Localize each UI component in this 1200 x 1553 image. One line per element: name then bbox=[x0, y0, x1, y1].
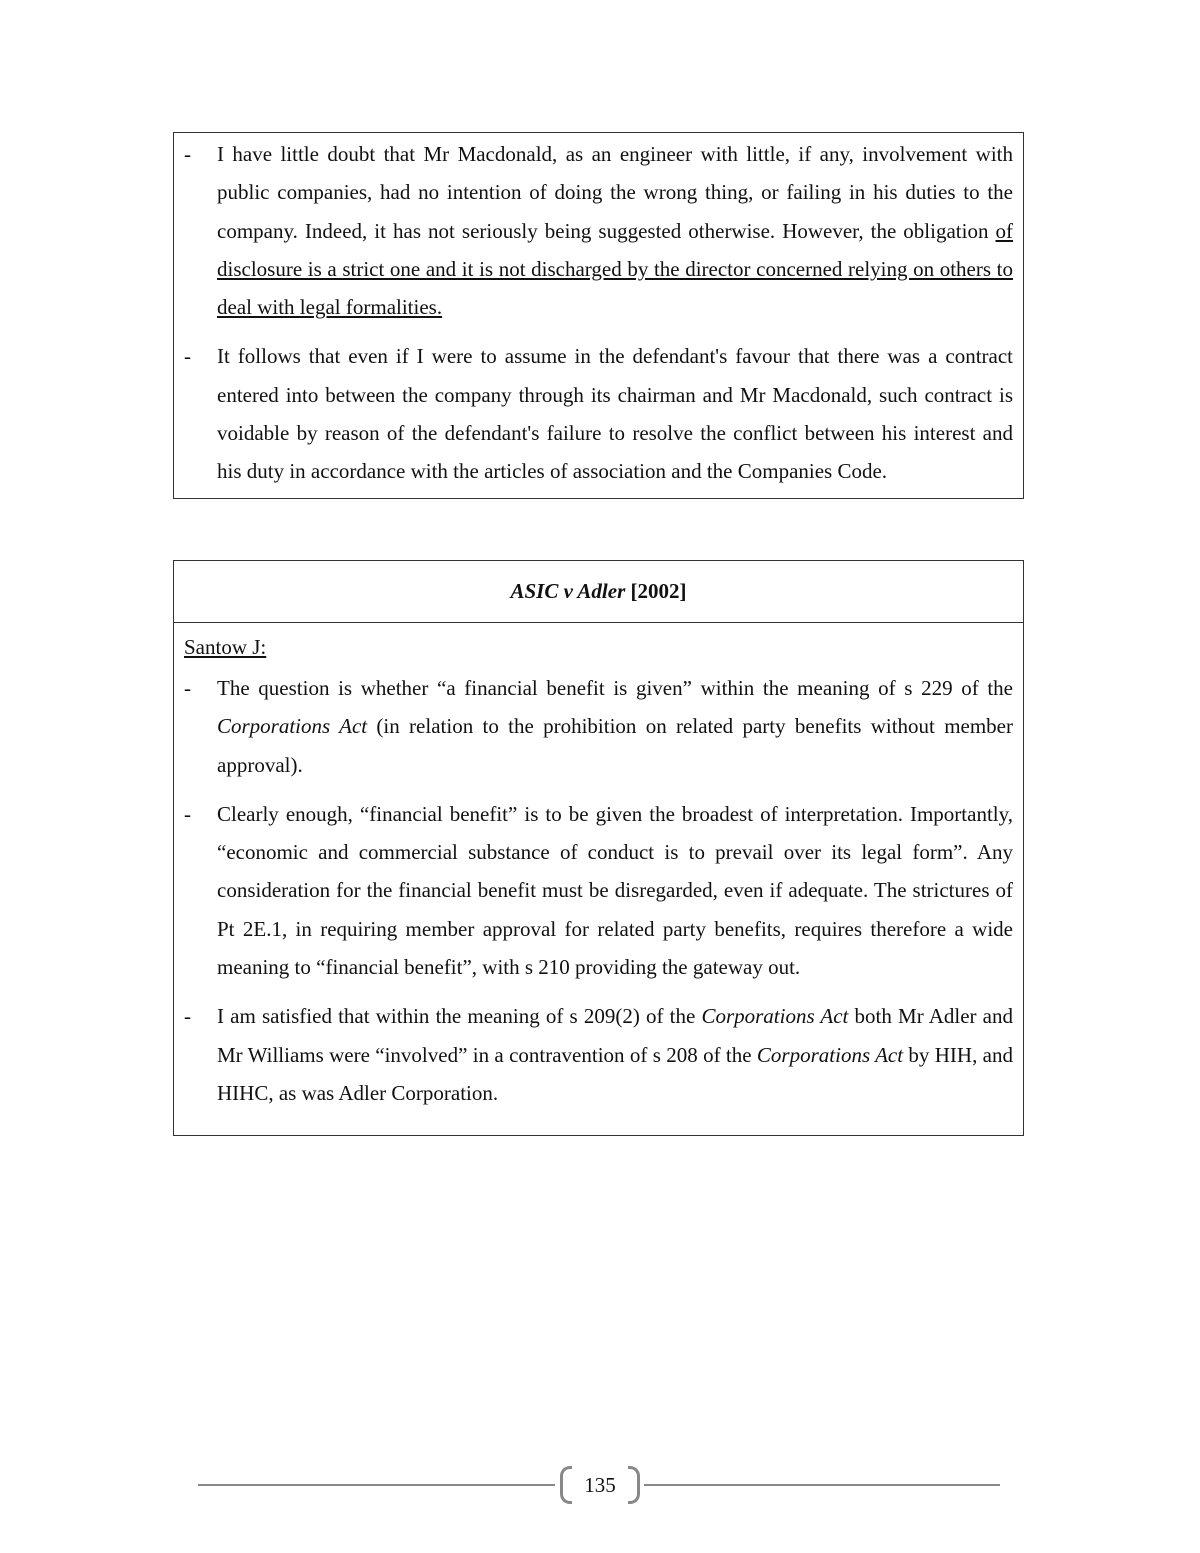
case-text: I am satisfied that within the meaning of s 209(2) of the bbox=[217, 1004, 702, 1029]
quote-bullet-list bbox=[184, 133, 1013, 491]
quote-bullet bbox=[184, 337, 1013, 490]
act-name: Corporations Act bbox=[756, 1042, 904, 1067]
case-text: both Mr Adler and Mr Williams were “involved” in a contravention of s 208 of the bbox=[217, 1004, 1013, 1067]
case-title bbox=[174, 561, 1023, 623]
case-text: Clearly enough, “financial benefit” is to be given the broadest of interpretation. Importantly, “economic and commercial substance of conduct is to prevail over its legal form”. Any consideration for the financial benefit must be disregarded, even if adequate. The strictures of Pt 2E.1, in requiring member approval for related party benefits, requires therefore a wide meaning to “financial benefit”, with s 210 providing the gateway out. bbox=[217, 801, 1013, 980]
act-name: Corporations Act bbox=[701, 1004, 849, 1029]
quote-text: It follows that even if I were to assume in the defendant's favour that there was a contract entered into between the company through its chairman and Mr Macdonald, such contract is voidable by reason of the defendant's failure to resolve the conflict between his interest and his duty in accordance with the articles of association and the Companies Code. bbox=[217, 344, 1013, 484]
quote-box-macdonald bbox=[173, 132, 1024, 499]
footer-rule-right bbox=[644, 1484, 1000, 1486]
right-brace-icon bbox=[628, 1466, 640, 1504]
quote-bullet bbox=[184, 135, 1013, 326]
case-body bbox=[174, 623, 1023, 1112]
footer-rule-left bbox=[198, 1484, 555, 1486]
quote-underlined-text: of disclosure is a strict one and it is not discharged by the director concerned relying on others to deal with legal formalities. bbox=[217, 218, 1013, 320]
case-bullet bbox=[184, 997, 1013, 1112]
case-text: (in relation to the prohibition on related party benefits without member approval). bbox=[217, 714, 1013, 777]
case-box-asic-v-adler bbox=[173, 560, 1024, 1136]
case-text: by HIH, and HIHC, as was Adler Corporation. bbox=[217, 1042, 1013, 1105]
page-footer bbox=[198, 1466, 1000, 1508]
page-number: 135 bbox=[584, 1473, 616, 1497]
case-bullet bbox=[184, 669, 1013, 784]
left-brace-icon bbox=[560, 1466, 572, 1504]
quote-text: I have little doubt that Mr Macdonald, as an engineer with little, if any, involvement with public companies, had no intention of doing the wrong thing, or failing in his duties to the company. Indeed, it has not seriously being suggested otherwise. However, the obligation bbox=[217, 142, 1013, 243]
case-bullet bbox=[184, 795, 1013, 986]
case-name: ASIC v Adler bbox=[510, 579, 626, 603]
case-year: [2002] bbox=[630, 579, 687, 603]
act-name: Corporations Act bbox=[217, 714, 368, 739]
case-text: The question is whether “a financial benefit is given” within the meaning of s 229 of the bbox=[217, 676, 1013, 700]
case-bullet-list bbox=[184, 669, 1013, 1112]
judge-name: Santow J: bbox=[184, 635, 267, 659]
